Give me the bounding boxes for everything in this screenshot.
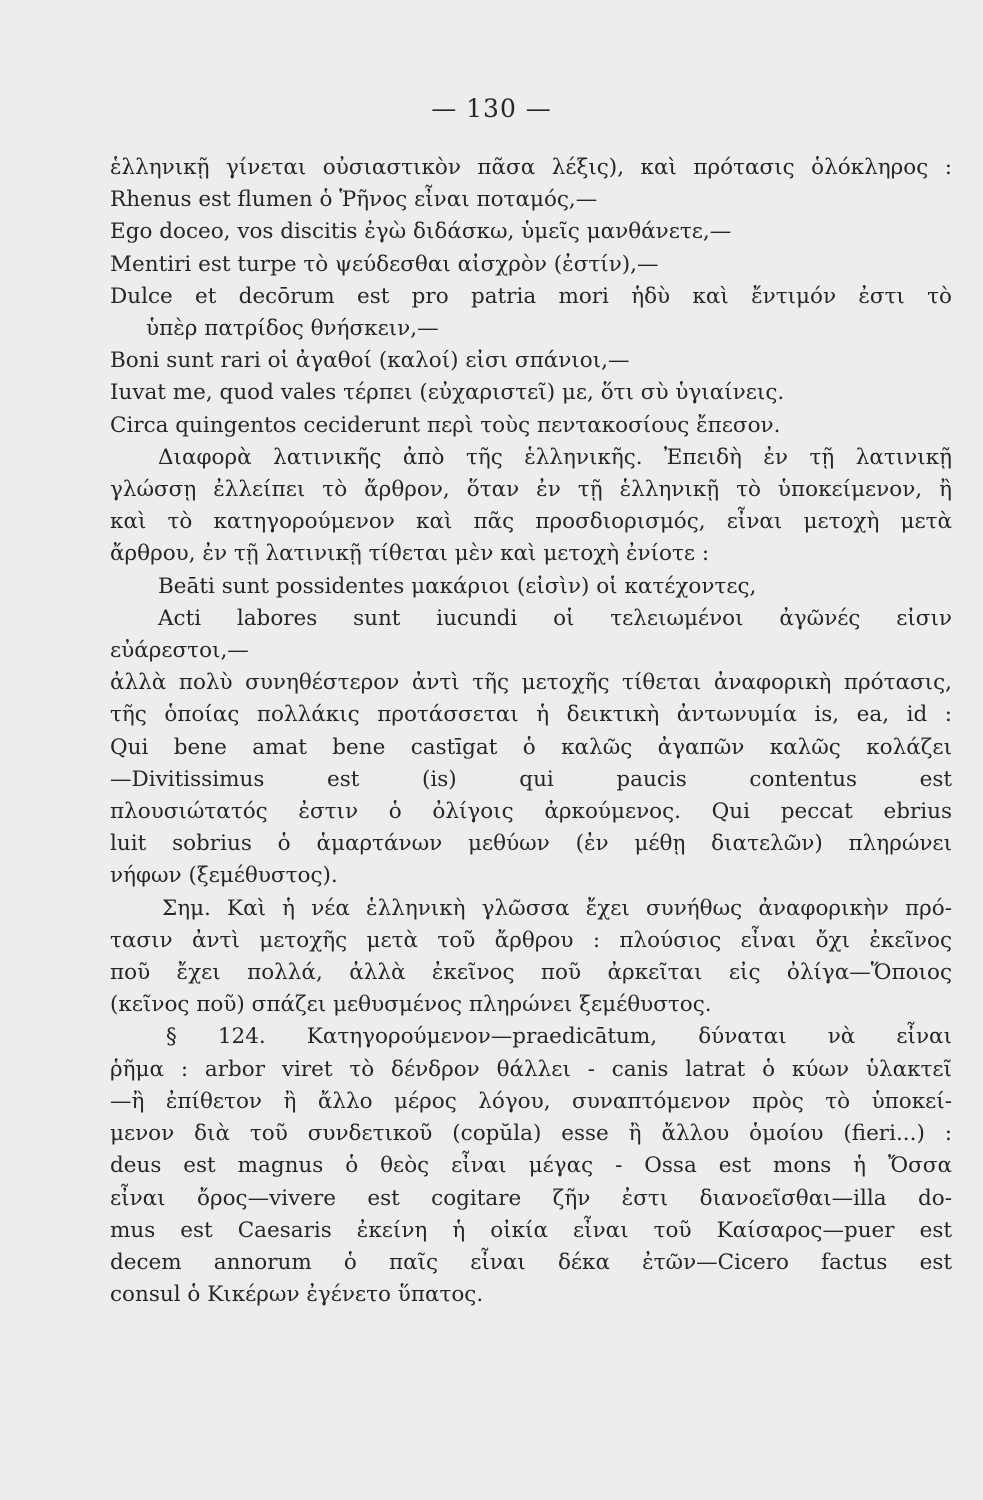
- text-line: Rhenus est flumen ὁ Ῥῆνος εἶναι ποταμός,—: [110, 187, 598, 213]
- text-line: μενον διὰ τοῦ συνδετικοῦ (copŭla) esse ἢ ἄλλου ὁμοίου (fieri...) :: [110, 1121, 952, 1147]
- text-line: εὐάρεστοι,—: [110, 638, 249, 664]
- text-line: Acti labores sunt iucundi οἱ τελειωμένοι ἀγῶνές εἰσιν: [158, 605, 952, 631]
- text-line: ὑπὲρ πατρίδος θνήσκειν,—: [146, 316, 439, 342]
- text-line: Διαφορὰ λατινικῆς ἀπὸ τῆς ἑλληνικῆς. Ἐπειδὴ ἐν τῇ λατινικῇ: [158, 444, 952, 470]
- text-line: πλουσιώτατός ἐστιν ὁ ὀλίγοις ἀρκούμενος. Qui peccat ebrius: [110, 799, 952, 825]
- text-line: consul ὁ Κικέρων ἐγένετο ὕπατος.: [110, 1282, 484, 1308]
- text-line: Circa quingentos ceciderunt περὶ τοὺς πεντακοσίους ἔπεσον.: [110, 412, 781, 438]
- text-line: Iuvat me, quod vales τέρπει (εὐχαριστεῖ) με, ὅτι σὺ ὑγιαίνεις.: [110, 380, 785, 406]
- text-line: Qui bene amat bene castīgat ὁ καλῶς ἀγαπῶν καλῶς κολάζει: [110, 734, 952, 760]
- text-line: τῆς ὁποίας πολλάκις προτάσσεται ἡ δεικτικὴ ἀντωνυμία is, ea, id :: [110, 702, 952, 728]
- text-line: —ἢ ἐπίθετον ἢ ἄλλο μέρος λόγου, συναπτόμενον πρὸς τὸ ὑποκεί-: [110, 1088, 952, 1114]
- text-line: νήφων (ξεμέθυστος).: [110, 863, 338, 889]
- page-number: — 130 —: [431, 94, 552, 123]
- text-line: luit sobrius ὁ ἁμαρτάνων μεθύων (ἐν μέθῃ διατελῶν) πληρώνει: [110, 831, 952, 857]
- text-line: Ego doceo, vos discitis ἐγὼ διδάσκω, ὑμεῖς μανθάνετε,—: [110, 219, 732, 245]
- text-line: καὶ τὸ κατηγορούμενον καὶ πᾶς προσδιορισμός, εἶναι μετοχὴ μετὰ: [110, 509, 952, 535]
- text-line: —Divitissimus est (is) qui paucis contentus est: [110, 766, 952, 792]
- text-line: § 124. Κατηγορούμενον—praedicātum, δύναται νὰ εἶναι: [166, 1024, 952, 1050]
- text-line: τασιν ἀντὶ μετοχῆς μετὰ τοῦ ἄρθρου : πλούσιος εἶναι ὄχι ἐκεῖνος: [110, 927, 952, 953]
- text-line: (κεῖνος ποῦ) σπάζει μεθυσμένος πληρώνει ξεμέθυστος.: [110, 992, 712, 1018]
- text-line: ἄρθρου, ἐν τῇ λατινικῇ τίθεται μὲν καὶ μετοχὴ ἐνίοτε :: [110, 541, 710, 567]
- text-line: Boni sunt rari οἱ ἀγαθοί (καλοί) εἰσι σπάνιοι,—: [110, 348, 630, 374]
- text-line: deus est magnus ὁ θεὸς εἶναι μέγας - Ossa est mons ἡ Ὄσσα: [110, 1153, 952, 1179]
- text-line: ἀλλὰ πολὺ συνηθέστερον ἀντὶ τῆς μετοχῆς τίθεται ἀναφορικὴ πρότασις,: [110, 670, 952, 696]
- text-line: Beāti sunt possidentes μακάριοι (εἰσὶν) οἱ κατέχοντες,: [158, 573, 757, 599]
- text-line: Σημ. Καὶ ἡ νέα ἑλληνικὴ γλῶσσα ἔχει συνήθως ἀναφορικὴν πρό-: [162, 895, 952, 921]
- text-line: Mentiri est turpe τὸ ψεύδεσθαι αἰσχρὸν (ἐστίν),—: [110, 251, 659, 277]
- text-line: γλώσσῃ ἐλλείπει τὸ ἄρθρον, ὅταν ἐν τῇ ἑλληνικῇ τὸ ὑποκείμενον, ἢ: [110, 477, 952, 503]
- text-line: mus est Caesaris ἐκείνη ἡ οἰκία εἶναι τοῦ Καίσαρος—puer est: [110, 1217, 952, 1243]
- text-line: εἶναι ὄρος—vivere est cogitare ζῆν ἐστι διανοεῖσθαι—illa do-: [110, 1185, 952, 1211]
- text-line: ἑλληνικῇ γίνεται οὐσιαστικὸν πᾶσα λέξις), καὶ πρότασις ὁλόκληρος :: [110, 155, 952, 180]
- text-line: Dulce et decōrum est pro patria mori ἡδὺ καὶ ἔντιμόν ἐστι τὸ: [110, 283, 952, 309]
- text-line: ῥῆμα : arbor viret τὸ δένδρον θάλλει - canis latrat ὁ κύων ὑλακτεῖ: [110, 1056, 952, 1082]
- text-line: decem annorum ὁ παῖς εἶναι δέκα ἐτῶν—Cicero factus est: [110, 1249, 952, 1275]
- text-line: ποῦ ἔχει πολλά, ἀλλὰ ἐκεῖνος ποῦ ἀρκεῖται εἰς ὀλίγα—Ὅποιος: [110, 960, 952, 986]
- body-text: [110, 152, 952, 1311]
